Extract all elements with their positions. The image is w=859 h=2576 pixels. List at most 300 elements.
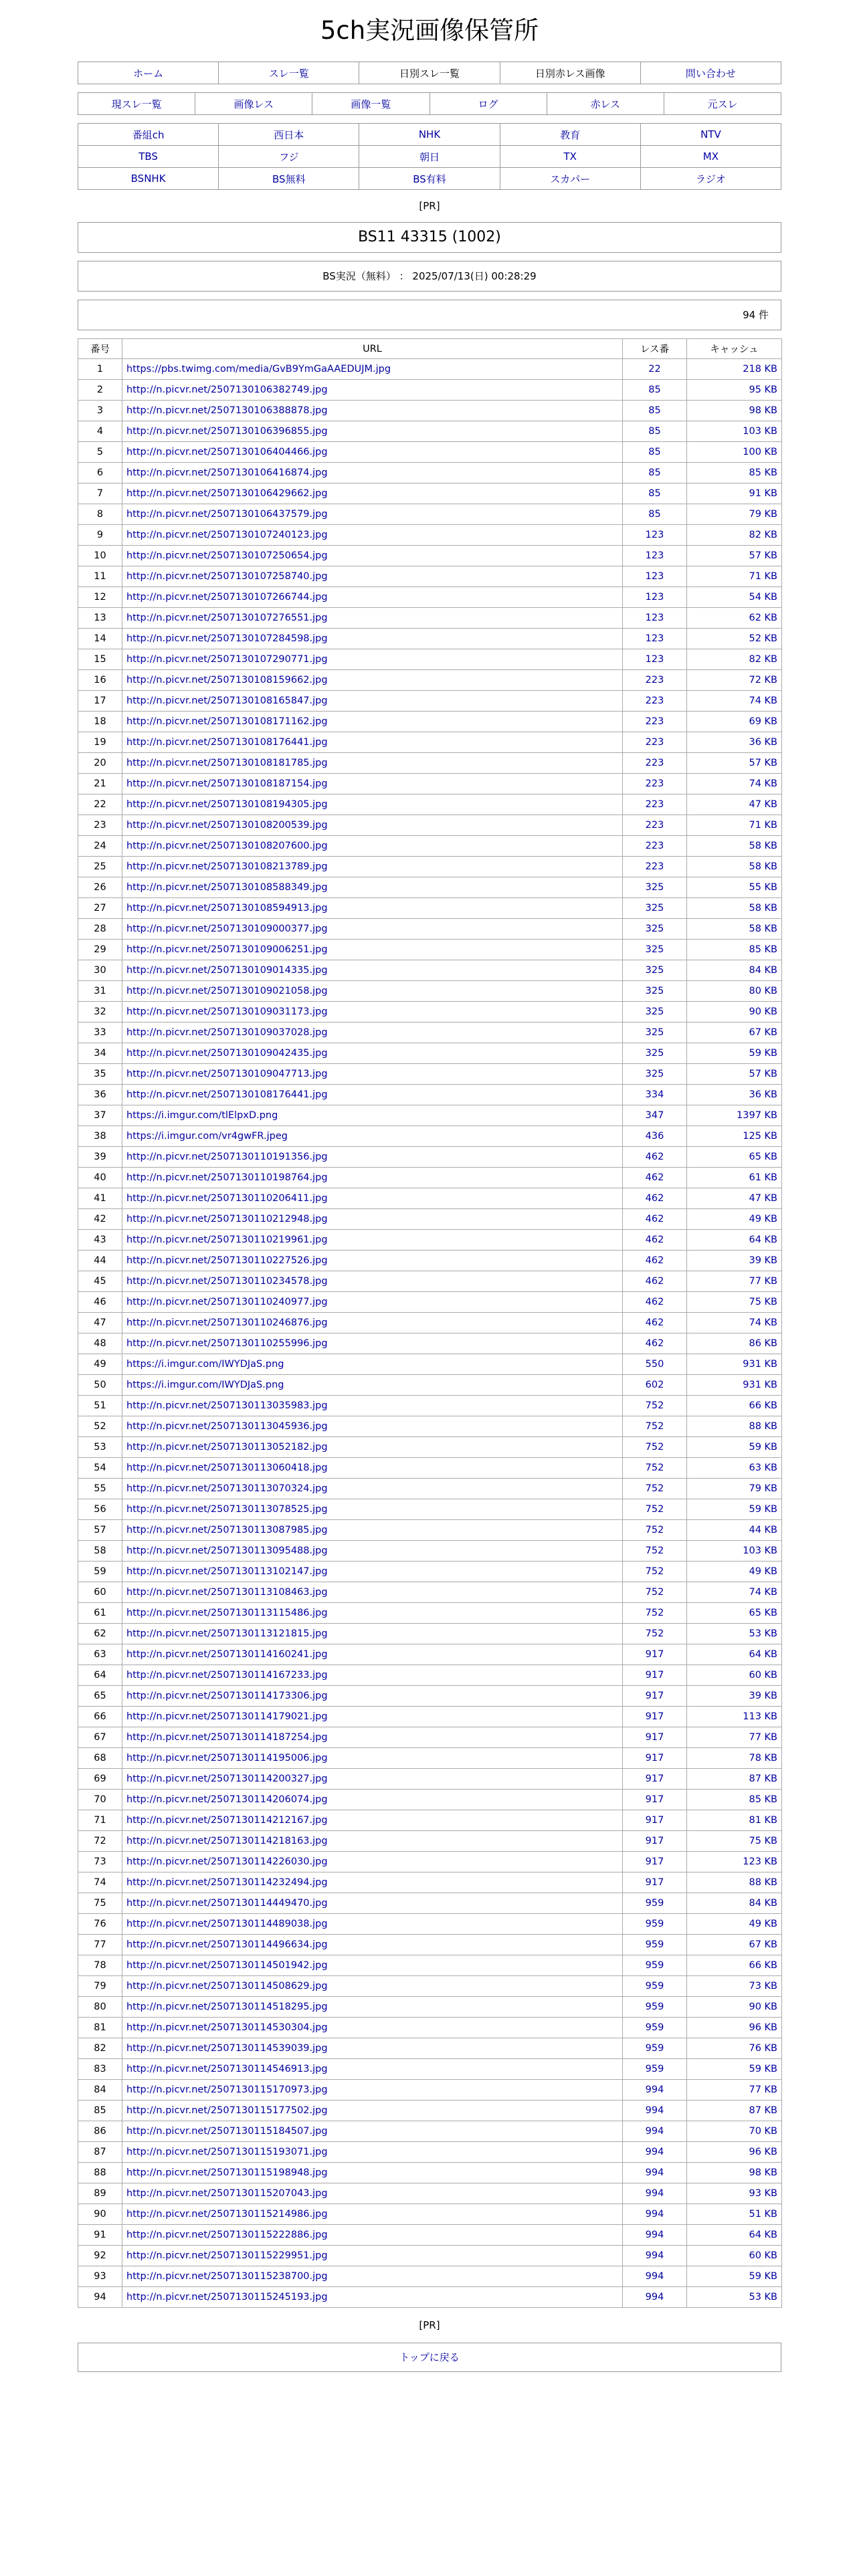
row-res-number-link[interactable]: 223 <box>645 778 664 789</box>
row-cache-size-link[interactable]: 59 KB <box>749 1048 777 1059</box>
row-res-number-link[interactable]: 917 <box>645 1753 664 1763</box>
row-cache-size-link[interactable]: 74 KB <box>749 695 777 706</box>
row-url-link[interactable]: http://n.picvr.net/2507130115184507.jpg <box>126 2126 328 2137</box>
row-res-number-link[interactable]: 85 <box>648 385 661 395</box>
row-res-number-link[interactable]: 917 <box>645 1774 664 1784</box>
row-res-number-link[interactable]: 917 <box>645 1815 664 1826</box>
row-cache-size-link[interactable]: 60 KB <box>749 1670 777 1681</box>
row-cache-size-link[interactable]: 100 KB <box>743 447 777 457</box>
row-cache-size-link[interactable]: 67 KB <box>749 1027 777 1038</box>
row-res-number-link[interactable]: 959 <box>645 1919 664 1929</box>
row-url-link[interactable]: http://n.picvr.net/2507130114195006.jpg <box>126 1753 328 1763</box>
row-res-number-link[interactable]: 462 <box>645 1152 664 1162</box>
row-res-number-link[interactable]: 917 <box>645 1836 664 1846</box>
row-cache-size-link[interactable]: 61 KB <box>749 1172 777 1183</box>
row-url-link[interactable]: http://n.picvr.net/2507130107276551.jpg <box>126 613 328 623</box>
row-cache-size-link[interactable]: 69 KB <box>749 716 777 727</box>
row-url-link[interactable]: http://n.picvr.net/2507130113070324.jpg <box>126 1483 328 1494</box>
row-res-number-link[interactable]: 325 <box>645 882 664 893</box>
row-res-number-link[interactable]: 462 <box>645 1193 664 1204</box>
row-url-link[interactable]: http://n.picvr.net/2507130114518295.jpg <box>126 2002 328 2012</box>
row-res-number-link[interactable]: 462 <box>645 1255 664 1266</box>
row-cache-size-link[interactable]: 79 KB <box>749 509 777 520</box>
row-res-number-link[interactable]: 347 <box>645 1110 664 1121</box>
row-url-link[interactable]: http://n.picvr.net/2507130115229951.jpg <box>126 2250 328 2261</box>
row-cache-size-link[interactable]: 57 KB <box>749 1069 777 1079</box>
row-cache-size-link[interactable]: 72 KB <box>749 675 777 685</box>
row-res-number-link[interactable]: 223 <box>645 820 664 831</box>
row-url-link[interactable]: http://n.picvr.net/2507130108171162.jpg <box>126 716 328 727</box>
row-url-link[interactable]: http://n.picvr.net/2507130110191356.jpg <box>126 1152 328 1162</box>
row-cache-size-link[interactable]: 54 KB <box>749 592 777 603</box>
row-cache-size-link[interactable]: 84 KB <box>749 1898 777 1909</box>
row-url-link[interactable]: http://n.picvr.net/2507130114546913.jpg <box>126 2064 328 2074</box>
row-res-number-link[interactable]: 123 <box>645 613 664 623</box>
row-cache-size-link[interactable]: 87 KB <box>749 2105 777 2116</box>
row-url-link[interactable]: http://n.picvr.net/2507130113035983.jpg <box>126 1400 328 1411</box>
row-res-number-link[interactable]: 85 <box>648 509 661 520</box>
category-link[interactable]: MX <box>702 150 719 163</box>
row-res-number-link[interactable]: 325 <box>645 1027 664 1038</box>
row-url-link[interactable]: http://n.picvr.net/2507130110255996.jpg <box>126 1338 328 1349</box>
category-link[interactable]: 西日本 <box>274 128 304 141</box>
row-cache-size-link[interactable]: 67 KB <box>749 1939 777 1950</box>
row-url-link[interactable]: http://n.picvr.net/2507130115198948.jpg <box>126 2167 328 2178</box>
row-url-link[interactable]: http://n.picvr.net/2507130109031173.jpg <box>126 1006 328 1017</box>
row-url-link[interactable]: http://n.picvr.net/2507130113108463.jpg <box>126 1587 328 1598</box>
row-url-link[interactable]: http://n.picvr.net/2507130109042435.jpg <box>126 1048 328 1059</box>
row-cache-size-link[interactable]: 63 KB <box>749 1463 777 1473</box>
row-res-number-link[interactable]: 752 <box>645 1525 664 1535</box>
row-url-link[interactable]: http://n.picvr.net/2507130114200327.jpg <box>126 1774 328 1784</box>
row-res-number-link[interactable]: 959 <box>645 1939 664 1950</box>
row-cache-size-link[interactable]: 90 KB <box>749 2002 777 2012</box>
row-cache-size-link[interactable]: 87 KB <box>749 1774 777 1784</box>
row-res-number-link[interactable]: 752 <box>645 1483 664 1494</box>
row-url-link[interactable]: http://n.picvr.net/2507130110227526.jpg <box>126 1255 328 1266</box>
row-cache-size-link[interactable]: 58 KB <box>749 903 777 914</box>
row-cache-size-link[interactable]: 85 KB <box>749 467 777 478</box>
row-res-number-link[interactable]: 959 <box>645 2002 664 2012</box>
row-url-link[interactable]: http://n.picvr.net/2507130108194305.jpg <box>126 799 328 810</box>
row-url-link[interactable]: http://n.picvr.net/2507130113045936.jpg <box>126 1421 328 1432</box>
row-cache-size-link[interactable]: 96 KB <box>749 2022 777 2033</box>
row-url-link[interactable]: http://n.picvr.net/2507130114530304.jpg <box>126 2022 328 2033</box>
row-url-link[interactable]: http://n.picvr.net/2507130107250654.jpg <box>126 550 328 561</box>
row-cache-size-link[interactable]: 74 KB <box>749 1317 777 1328</box>
row-url-link[interactable]: http://n.picvr.net/2507130113087985.jpg <box>126 1525 328 1535</box>
row-cache-size-link[interactable]: 88 KB <box>749 1421 777 1432</box>
row-url-link[interactable]: http://n.picvr.net/2507130115214986.jpg <box>126 2209 328 2220</box>
row-cache-size-link[interactable]: 84 KB <box>749 965 777 976</box>
row-cache-size-link[interactable]: 52 KB <box>749 633 777 644</box>
row-cache-size-link[interactable]: 66 KB <box>749 1400 777 1411</box>
row-url-link[interactable]: http://n.picvr.net/2507130106416874.jpg <box>126 467 328 478</box>
row-url-link[interactable]: http://n.picvr.net/2507130108588349.jpg <box>126 882 328 893</box>
row-url-link[interactable]: http://n.picvr.net/2507130114160241.jpg <box>126 1649 328 1660</box>
nav-current-threads-link[interactable]: 現スレ一覧 <box>111 98 162 110</box>
row-res-number-link[interactable]: 462 <box>645 1297 664 1307</box>
row-res-number-link[interactable]: 994 <box>645 2230 664 2240</box>
row-res-number-link[interactable]: 994 <box>645 2292 664 2302</box>
row-url-link[interactable]: http://n.picvr.net/2507130107240123.jpg <box>126 530 328 540</box>
row-url-link[interactable]: http://n.picvr.net/2507130108176441.jpg <box>126 737 328 748</box>
row-cache-size-link[interactable]: 75 KB <box>749 1836 777 1846</box>
row-url-link[interactable]: http://n.picvr.net/2507130109006251.jpg <box>126 944 328 955</box>
category-link[interactable]: BS有料 <box>413 173 446 185</box>
row-cache-size-link[interactable]: 80 KB <box>749 986 777 996</box>
row-url-link[interactable]: http://n.picvr.net/2507130108594913.jpg <box>126 903 328 914</box>
category-link[interactable]: NHK <box>418 128 441 140</box>
row-res-number-link[interactable]: 994 <box>645 2209 664 2220</box>
row-res-number-link[interactable]: 959 <box>645 1960 664 1971</box>
row-url-link[interactable]: http://n.picvr.net/2507130108176441.jpg <box>126 1089 328 1100</box>
row-res-number-link[interactable]: 752 <box>645 1400 664 1411</box>
row-res-number-link[interactable]: 85 <box>648 488 661 499</box>
row-url-link[interactable]: http://n.picvr.net/2507130115245193.jpg <box>126 2292 328 2302</box>
row-cache-size-link[interactable]: 98 KB <box>749 405 777 416</box>
row-res-number-link[interactable]: 462 <box>645 1214 664 1224</box>
row-res-number-link[interactable]: 994 <box>645 2271 664 2282</box>
row-cache-size-link[interactable]: 44 KB <box>749 1525 777 1535</box>
row-url-link[interactable]: http://n.picvr.net/2507130110219961.jpg <box>126 1235 328 1245</box>
row-cache-size-link[interactable]: 75 KB <box>749 1297 777 1307</box>
row-cache-size-link[interactable]: 77 KB <box>749 1732 777 1743</box>
row-cache-size-link[interactable]: 123 KB <box>743 1856 777 1867</box>
row-url-link[interactable]: http://n.picvr.net/2507130114179021.jpg <box>126 1711 328 1722</box>
row-url-link[interactable]: http://n.picvr.net/2507130114187254.jpg <box>126 1732 328 1743</box>
row-res-number-link[interactable]: 436 <box>645 1131 664 1142</box>
row-url-link[interactable]: http://n.picvr.net/2507130110198764.jpg <box>126 1172 328 1183</box>
row-cache-size-link[interactable]: 103 KB <box>743 426 777 437</box>
category-link[interactable]: BSNHK <box>130 173 166 185</box>
row-url-link[interactable]: http://n.picvr.net/2507130108181785.jpg <box>126 758 328 768</box>
row-cache-size-link[interactable]: 57 KB <box>749 758 777 768</box>
row-url-link[interactable]: http://n.picvr.net/2507130113078525.jpg <box>126 1504 328 1515</box>
category-link[interactable]: BS無料 <box>272 173 306 185</box>
row-url-link[interactable]: http://n.picvr.net/2507130108207600.jpg <box>126 841 328 851</box>
row-url-link[interactable]: http://n.picvr.net/2507130115177502.jpg <box>126 2105 328 2116</box>
row-url-link[interactable]: http://n.picvr.net/2507130108213789.jpg <box>126 861 328 872</box>
row-url-link[interactable]: http://n.picvr.net/2507130106388878.jpg <box>126 405 328 416</box>
row-cache-size-link[interactable]: 47 KB <box>749 799 777 810</box>
row-cache-size-link[interactable]: 59 KB <box>749 1504 777 1515</box>
category-link[interactable]: TBS <box>138 150 158 163</box>
row-res-number-link[interactable]: 223 <box>645 675 664 685</box>
nav-thread-list-link[interactable]: スレ一覧 <box>268 67 309 80</box>
row-res-number-link[interactable]: 85 <box>648 426 661 437</box>
row-res-number-link[interactable]: 325 <box>645 1006 664 1017</box>
row-res-number-link[interactable]: 752 <box>645 1421 664 1432</box>
row-res-number-link[interactable]: 325 <box>645 1069 664 1079</box>
row-url-link[interactable]: http://n.picvr.net/2507130108200539.jpg <box>126 820 328 831</box>
row-url-link[interactable]: http://n.picvr.net/2507130114496634.jpg <box>126 1939 328 1950</box>
row-res-number-link[interactable]: 123 <box>645 571 664 582</box>
row-url-link[interactable]: http://n.picvr.net/2507130113060418.jpg <box>126 1463 328 1473</box>
row-res-number-link[interactable]: 85 <box>648 405 661 416</box>
row-cache-size-link[interactable]: 71 KB <box>749 820 777 831</box>
row-cache-size-link[interactable]: 47 KB <box>749 1193 777 1204</box>
row-url-link[interactable]: http://n.picvr.net/2507130110240977.jpg <box>126 1297 328 1307</box>
row-res-number-link[interactable]: 752 <box>645 1504 664 1515</box>
row-res-number-link[interactable]: 85 <box>648 447 661 457</box>
row-url-link[interactable]: https://i.imgur.com/vr4gwFR.jpeg <box>126 1131 288 1142</box>
row-res-number-link[interactable]: 994 <box>645 2126 664 2137</box>
row-cache-size-link[interactable]: 79 KB <box>749 1483 777 1494</box>
row-url-link[interactable]: http://n.picvr.net/2507130108165847.jpg <box>126 695 328 706</box>
row-cache-size-link[interactable]: 51 KB <box>749 2209 777 2220</box>
row-cache-size-link[interactable]: 1397 KB <box>737 1110 777 1121</box>
row-res-number-link[interactable]: 325 <box>645 944 664 955</box>
row-url-link[interactable]: http://n.picvr.net/2507130114218163.jpg <box>126 1836 328 1846</box>
row-res-number-link[interactable]: 462 <box>645 1276 664 1287</box>
category-link[interactable]: 番組ch <box>132 128 165 141</box>
row-res-number-link[interactable]: 752 <box>645 1587 664 1598</box>
row-url-link[interactable]: http://n.picvr.net/2507130114539039.jpg <box>126 2043 328 2054</box>
row-url-link[interactable]: https://i.imgur.com/IWYDJaS.png <box>126 1380 284 1390</box>
row-cache-size-link[interactable]: 86 KB <box>749 1338 777 1349</box>
row-res-number-link[interactable]: 223 <box>645 861 664 872</box>
row-cache-size-link[interactable]: 64 KB <box>749 1235 777 1245</box>
nav-home-link[interactable]: ホーム <box>133 67 164 80</box>
row-res-number-link[interactable]: 223 <box>645 841 664 851</box>
row-cache-size-link[interactable]: 36 KB <box>749 737 777 748</box>
row-cache-size-link[interactable]: 931 KB <box>743 1380 777 1390</box>
row-url-link[interactable]: http://n.picvr.net/2507130109037028.jpg <box>126 1027 328 1038</box>
row-url-link[interactable]: http://n.picvr.net/2507130107284598.jpg <box>126 633 328 644</box>
row-cache-size-link[interactable]: 96 KB <box>749 2147 777 2157</box>
nav-image-res-link[interactable]: 画像レス <box>233 98 274 110</box>
row-cache-size-link[interactable]: 65 KB <box>749 1608 777 1618</box>
row-url-link[interactable]: http://n.picvr.net/2507130110212948.jpg <box>126 1214 328 1224</box>
row-url-link[interactable]: http://n.picvr.net/2507130114212167.jpg <box>126 1815 328 1826</box>
row-res-number-link[interactable]: 959 <box>645 1981 664 1992</box>
row-res-number-link[interactable]: 959 <box>645 2064 664 2074</box>
row-cache-size-link[interactable]: 73 KB <box>749 1981 777 1992</box>
row-url-link[interactable]: http://n.picvr.net/2507130113052182.jpg <box>126 1442 328 1453</box>
row-cache-size-link[interactable]: 95 KB <box>749 385 777 395</box>
row-res-number-link[interactable]: 85 <box>648 467 661 478</box>
row-url-link[interactable]: http://n.picvr.net/2507130113121815.jpg <box>126 1628 328 1639</box>
row-cache-size-link[interactable]: 77 KB <box>749 1276 777 1287</box>
row-url-link[interactable]: http://n.picvr.net/2507130114489038.jpg <box>126 1919 328 1929</box>
row-res-number-link[interactable]: 917 <box>645 1856 664 1867</box>
row-url-link[interactable]: http://n.picvr.net/2507130115238700.jpg <box>126 2271 328 2282</box>
row-res-number-link[interactable]: 752 <box>645 1442 664 1453</box>
category-link[interactable]: 教育 <box>560 128 581 141</box>
row-url-link[interactable]: https://i.imgur.com/tlElpxD.png <box>126 1110 278 1121</box>
back-to-top-link[interactable]: トップに戻る <box>399 2351 460 2363</box>
row-res-number-link[interactable]: 325 <box>645 1048 664 1059</box>
category-link[interactable]: 朝日 <box>419 150 440 163</box>
row-url-link[interactable]: http://n.picvr.net/2507130110206411.jpg <box>126 1193 328 1204</box>
row-res-number-link[interactable]: 325 <box>645 986 664 996</box>
row-url-link[interactable]: http://n.picvr.net/2507130106437579.jpg <box>126 509 328 520</box>
row-url-link[interactable]: http://n.picvr.net/2507130109014335.jpg <box>126 965 328 976</box>
row-res-number-link[interactable]: 917 <box>645 1649 664 1660</box>
row-res-number-link[interactable]: 123 <box>645 530 664 540</box>
category-link[interactable]: ラジオ <box>695 173 726 185</box>
row-cache-size-link[interactable]: 62 KB <box>749 613 777 623</box>
nav-original-thread-link[interactable]: 元スレ <box>707 98 738 110</box>
row-res-number-link[interactable]: 462 <box>645 1172 664 1183</box>
row-cache-size-link[interactable]: 49 KB <box>749 1566 777 1577</box>
row-url-link[interactable]: http://n.picvr.net/2507130110246876.jpg <box>126 1317 328 1328</box>
row-url-link[interactable]: http://n.picvr.net/2507130113102147.jpg <box>126 1566 328 1577</box>
row-cache-size-link[interactable]: 59 KB <box>749 2271 777 2282</box>
row-res-number-link[interactable]: 959 <box>645 2043 664 2054</box>
row-cache-size-link[interactable]: 59 KB <box>749 2064 777 2074</box>
nav-contact-link[interactable]: 問い合わせ <box>685 67 736 80</box>
row-url-link[interactable]: http://n.picvr.net/2507130110234578.jpg <box>126 1276 328 1287</box>
row-res-number-link[interactable]: 994 <box>645 2167 664 2178</box>
row-res-number-link[interactable]: 752 <box>645 1545 664 1556</box>
row-res-number-link[interactable]: 917 <box>645 1732 664 1743</box>
row-cache-size-link[interactable]: 113 KB <box>743 1711 777 1722</box>
row-res-number-link[interactable]: 917 <box>645 1691 664 1701</box>
row-cache-size-link[interactable]: 74 KB <box>749 1587 777 1598</box>
row-cache-size-link[interactable]: 55 KB <box>749 882 777 893</box>
row-res-number-link[interactable]: 917 <box>645 1794 664 1805</box>
row-url-link[interactable]: http://n.picvr.net/2507130114226030.jpg <box>126 1856 328 1867</box>
row-url-link[interactable]: http://n.picvr.net/2507130109047713.jpg <box>126 1069 328 1079</box>
row-url-link[interactable]: http://n.picvr.net/2507130114206074.jpg <box>126 1794 328 1805</box>
category-link[interactable]: スカパー <box>550 173 591 185</box>
row-url-link[interactable]: https://i.imgur.com/IWYDJaS.png <box>126 1359 284 1370</box>
row-cache-size-link[interactable]: 90 KB <box>749 1006 777 1017</box>
row-cache-size-link[interactable]: 60 KB <box>749 2250 777 2261</box>
row-res-number-link[interactable]: 752 <box>645 1608 664 1618</box>
row-cache-size-link[interactable]: 85 KB <box>749 944 777 955</box>
row-cache-size-link[interactable]: 78 KB <box>749 1753 777 1763</box>
row-res-number-link[interactable]: 994 <box>645 2105 664 2116</box>
row-cache-size-link[interactable]: 39 KB <box>749 1255 777 1266</box>
row-cache-size-link[interactable]: 66 KB <box>749 1960 777 1971</box>
row-cache-size-link[interactable]: 59 KB <box>749 1442 777 1453</box>
row-url-link[interactable]: http://n.picvr.net/2507130109021058.jpg <box>126 986 328 996</box>
row-cache-size-link[interactable]: 58 KB <box>749 861 777 872</box>
row-url-link[interactable]: http://n.picvr.net/2507130106404466.jpg <box>126 447 328 457</box>
row-res-number-link[interactable]: 462 <box>645 1317 664 1328</box>
row-res-number-link[interactable]: 602 <box>645 1380 664 1390</box>
row-url-link[interactable]: http://n.picvr.net/2507130114173306.jpg <box>126 1691 328 1701</box>
row-res-number-link[interactable]: 123 <box>645 592 664 603</box>
row-res-number-link[interactable]: 752 <box>645 1463 664 1473</box>
row-url-link[interactable]: http://n.picvr.net/2507130114232494.jpg <box>126 1877 328 1888</box>
row-cache-size-link[interactable]: 57 KB <box>749 550 777 561</box>
row-res-number-link[interactable]: 994 <box>645 2147 664 2157</box>
row-url-link[interactable]: http://n.picvr.net/2507130107266744.jpg <box>126 592 328 603</box>
row-cache-size-link[interactable]: 76 KB <box>749 2043 777 2054</box>
row-url-link[interactable]: http://n.picvr.net/2507130106396855.jpg <box>126 426 328 437</box>
row-cache-size-link[interactable]: 103 KB <box>743 1545 777 1556</box>
row-cache-size-link[interactable]: 70 KB <box>749 2126 777 2137</box>
row-cache-size-link[interactable]: 58 KB <box>749 924 777 934</box>
row-res-number-link[interactable]: 959 <box>645 2022 664 2033</box>
row-res-number-link[interactable]: 325 <box>645 924 664 934</box>
row-cache-size-link[interactable]: 85 KB <box>749 1794 777 1805</box>
row-res-number-link[interactable]: 223 <box>645 695 664 706</box>
row-cache-size-link[interactable]: 53 KB <box>749 1628 777 1639</box>
row-res-number-link[interactable]: 917 <box>645 1670 664 1681</box>
row-res-number-link[interactable]: 123 <box>645 654 664 665</box>
row-cache-size-link[interactable]: 931 KB <box>743 1359 777 1370</box>
row-res-number-link[interactable]: 123 <box>645 550 664 561</box>
row-res-number-link[interactable]: 462 <box>645 1235 664 1245</box>
row-cache-size-link[interactable]: 71 KB <box>749 571 777 582</box>
row-res-number-link[interactable]: 325 <box>645 903 664 914</box>
row-url-link[interactable]: https://pbs.twimg.com/media/GvB9YmGaAAEDUJM.jpg <box>126 364 391 374</box>
nav-image-list-link[interactable]: 画像一覧 <box>351 98 391 110</box>
row-res-number-link[interactable]: 752 <box>645 1566 664 1577</box>
row-res-number-link[interactable]: 550 <box>645 1359 664 1370</box>
row-res-number-link[interactable]: 223 <box>645 799 664 810</box>
row-cache-size-link[interactable]: 82 KB <box>749 654 777 665</box>
row-url-link[interactable]: http://n.picvr.net/2507130106429662.jpg <box>126 488 328 499</box>
row-cache-size-link[interactable]: 91 KB <box>749 488 777 499</box>
row-url-link[interactable]: http://n.picvr.net/2507130106382749.jpg <box>126 385 328 395</box>
row-cache-size-link[interactable]: 93 KB <box>749 2188 777 2199</box>
category-link[interactable]: フジ <box>279 150 299 163</box>
row-cache-size-link[interactable]: 53 KB <box>749 2292 777 2302</box>
row-res-number-link[interactable]: 994 <box>645 2188 664 2199</box>
row-cache-size-link[interactable]: 218 KB <box>743 364 777 374</box>
row-res-number-link[interactable]: 752 <box>645 1628 664 1639</box>
row-res-number-link[interactable]: 22 <box>648 364 661 374</box>
row-cache-size-link[interactable]: 77 KB <box>749 2084 777 2095</box>
row-res-number-link[interactable]: 917 <box>645 1877 664 1888</box>
category-link[interactable]: TX <box>563 150 577 163</box>
row-cache-size-link[interactable]: 125 KB <box>743 1131 777 1142</box>
row-res-number-link[interactable]: 223 <box>645 737 664 748</box>
row-cache-size-link[interactable]: 36 KB <box>749 1089 777 1100</box>
row-url-link[interactable]: http://n.picvr.net/2507130115207043.jpg <box>126 2188 328 2199</box>
category-link[interactable]: NTV <box>700 128 721 140</box>
row-cache-size-link[interactable]: 49 KB <box>749 1214 777 1224</box>
row-res-number-link[interactable]: 462 <box>645 1338 664 1349</box>
row-res-number-link[interactable]: 123 <box>645 633 664 644</box>
row-url-link[interactable]: http://n.picvr.net/2507130107258740.jpg <box>126 571 328 582</box>
row-cache-size-link[interactable]: 88 KB <box>749 1877 777 1888</box>
row-url-link[interactable]: http://n.picvr.net/2507130113115486.jpg <box>126 1608 328 1618</box>
row-cache-size-link[interactable]: 49 KB <box>749 1919 777 1929</box>
row-cache-size-link[interactable]: 74 KB <box>749 778 777 789</box>
row-cache-size-link[interactable]: 64 KB <box>749 2230 777 2240</box>
nav-red-res-link[interactable]: 赤レス <box>590 98 621 110</box>
row-res-number-link[interactable]: 917 <box>645 1711 664 1722</box>
row-cache-size-link[interactable]: 65 KB <box>749 1152 777 1162</box>
row-url-link[interactable]: http://n.picvr.net/2507130114167233.jpg <box>126 1670 328 1681</box>
row-url-link[interactable]: http://n.picvr.net/2507130115193071.jpg <box>126 2147 328 2157</box>
nav-log-link[interactable]: ログ <box>478 98 498 110</box>
row-res-number-link[interactable]: 325 <box>645 965 664 976</box>
row-res-number-link[interactable]: 994 <box>645 2250 664 2261</box>
row-url-link[interactable]: http://n.picvr.net/2507130113095488.jpg <box>126 1545 328 1556</box>
row-url-link[interactable]: http://n.picvr.net/2507130115170973.jpg <box>126 2084 328 2095</box>
row-url-link[interactable]: http://n.picvr.net/2507130115222886.jpg <box>126 2230 328 2240</box>
row-url-link[interactable]: http://n.picvr.net/2507130108159662.jpg <box>126 675 328 685</box>
row-res-number-link[interactable]: 223 <box>645 758 664 768</box>
row-cache-size-link[interactable]: 39 KB <box>749 1691 777 1701</box>
row-cache-size-link[interactable]: 81 KB <box>749 1815 777 1826</box>
row-cache-size-link[interactable]: 82 KB <box>749 530 777 540</box>
row-res-number-link[interactable]: 334 <box>645 1089 664 1100</box>
row-cache-size-link[interactable]: 58 KB <box>749 841 777 851</box>
row-res-number-link[interactable]: 994 <box>645 2084 664 2095</box>
row-res-number-link[interactable]: 223 <box>645 716 664 727</box>
row-url-link[interactable]: http://n.picvr.net/2507130107290771.jpg <box>126 654 328 665</box>
row-url-link[interactable]: http://n.picvr.net/2507130114508629.jpg <box>126 1981 328 1992</box>
